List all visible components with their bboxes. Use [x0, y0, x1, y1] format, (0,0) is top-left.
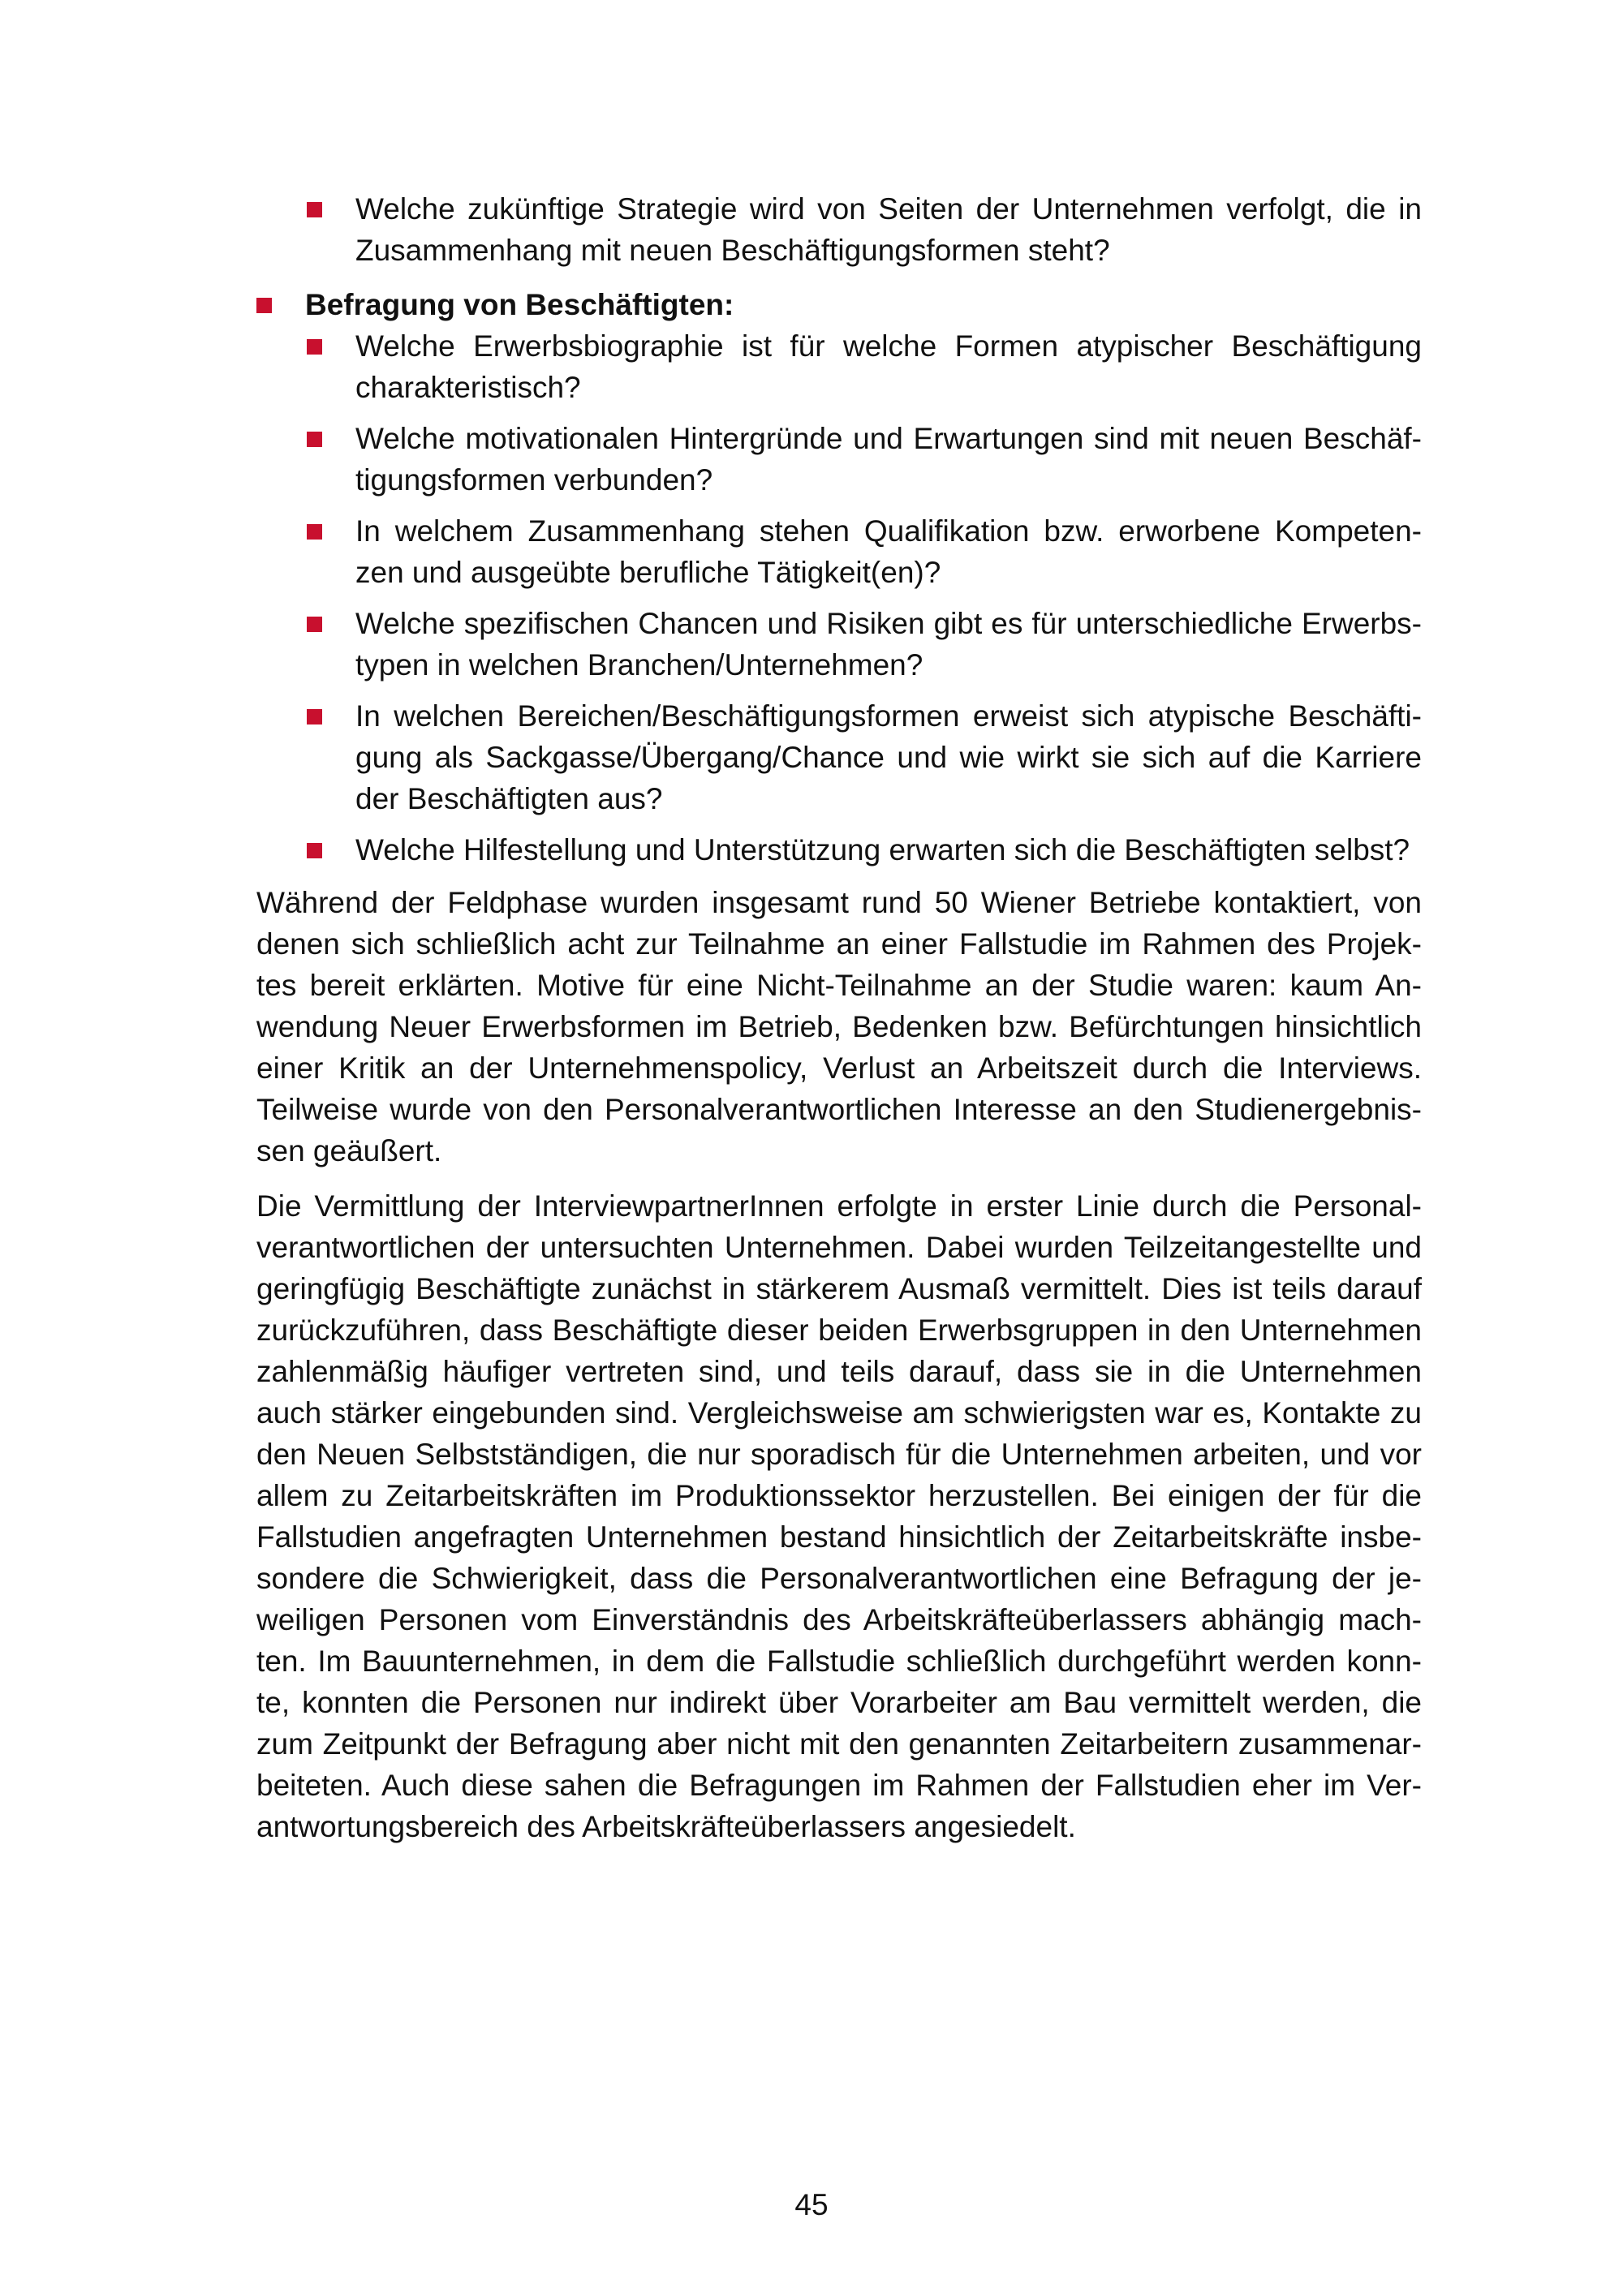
page-content — [256, 188, 1422, 1847]
square-bullet-icon — [307, 202, 322, 217]
square-bullet-icon — [307, 843, 322, 858]
square-bullet-icon — [307, 617, 322, 632]
section-heading: Befragung von Beschäftigten: — [305, 288, 734, 321]
section-heading-item — [305, 284, 1422, 325]
list-item-text: Welche Erwerbsbiographie ist für welche Formen atypischer Beschäftigung charakteristisch? — [355, 329, 1422, 404]
list-item — [355, 829, 1422, 871]
list-item — [355, 603, 1422, 686]
list-item — [355, 188, 1422, 271]
square-bullet-icon — [307, 432, 322, 447]
list-item-text: In welchen Bereichen/Beschäftigungsformen erweist sich atypische Beschäfti-gung als Sackgasse/Übergang/Chance und wie wirkt sie sich auf die Karriere der Beschäftigten aus? — [355, 699, 1422, 815]
list-item-text: Welche spezifischen Chancen und Risiken gibt es für unterschiedliche Erwerbs-typen in welchen Branchen/Unternehmen? — [355, 607, 1422, 681]
square-bullet-icon — [307, 709, 322, 724]
list-item-text: Welche motivationalen Hintergründe und Erwartungen sind mit neuen Beschäf-tigungsformen verbunden? — [355, 422, 1422, 497]
body-text — [256, 882, 1422, 1847]
list-item-text: Welche zukünftige Strategie wird von Seiten der Unternehmen verfolgt, die in Zusammenhang mit neuen Beschäftigungsformen steht? — [355, 192, 1422, 267]
list-item-text: Welche Hilfestellung und Unterstützung erwarten sich die Beschäftigten selbst? — [355, 833, 1410, 866]
list-item — [355, 695, 1422, 819]
list-item — [355, 510, 1422, 593]
page-number: 45 — [794, 2188, 829, 2221]
paragraph: Während der Feldphase wurden insgesamt rund 50 Wiener Betriebe kontaktiert, von denen sich schließlich acht zur Teilnahme an einer Fallstudie im Rahmen des Projek-tes bereit erklärten. Motive für eine Nicht-Teilnahme an der Studie waren: kaum An-wendung Neuer Erwerbsformen im Betrieb, Bedenken bzw. Befürchtungen hinsichtlich einer Kritik an der Unternehmenspolicy, Verlust an Arbeitszeit durch die Interviews. Teilweise wurde von den Personalverantwortlichen Interesse an den Studienergebnis-sen geäußert. — [256, 886, 1422, 1167]
square-bullet-icon — [307, 524, 322, 540]
paragraph: Die Vermittlung der InterviewpartnerInnen erfolgte in erster Linie durch die Personal-verantwortlichen der untersuchten Unternehmen. Dabei wurden Teilzeitangestellte und geringfügig Beschäftigte zunächst in stärkerem Ausmaß vermittelt. Dies ist teils darauf zurückzuführen, dass Beschäftigte dieser beiden Erwerbsgruppen in den Unternehmen zahlenmäßig häufiger vertreten sind, und teils darauf, dass sie in die Unternehmen auch stärker eingebunden sind. Vergleichsweise am schwierigsten war es, Kontakte zu den Neuen Selbstständigen, die nur sporadisch für die Unternehmen arbeiten, und vor allem zu Zeitarbeitskräften im Produktionssektor herzustellen. Bei einigen der für die Fallstudien angefragten Unternehmen bestand hinsichtlich der Zeitarbeitskräfte insbe-sondere die Schwierigkeit, dass die Personalverantwortlichen eine Befragung der je-weiligen Personen vom Einverständnis des Arbeitskräfteüberlassers abhängig mach-ten. Im Bauunternehmen, in dem die Fallstudie schließlich durchgeführt werden konn-te, konnten die Personen nur indirekt über Vorarbeiter am Bau vermittelt werden, die zum Zeitpunkt der Befragung aber nicht mit den genannten Zeitarbeitern zusammenar-beiteten. Auch diese sahen die Befragungen im Rahmen der Fallstudien eher im Ver-antwortungsbereich des Arbeitskräfteüberlassers angesiedelt. — [256, 1189, 1422, 1843]
list-item — [355, 418, 1422, 501]
list-item-text: In welchem Zusammenhang stehen Qualifikation bzw. erworbene Kompeten-zen und ausgeübte berufliche Tätigkeit(en)? — [355, 514, 1422, 589]
list-item — [355, 325, 1422, 408]
square-bullet-icon — [256, 298, 272, 313]
square-bullet-icon — [307, 339, 322, 355]
